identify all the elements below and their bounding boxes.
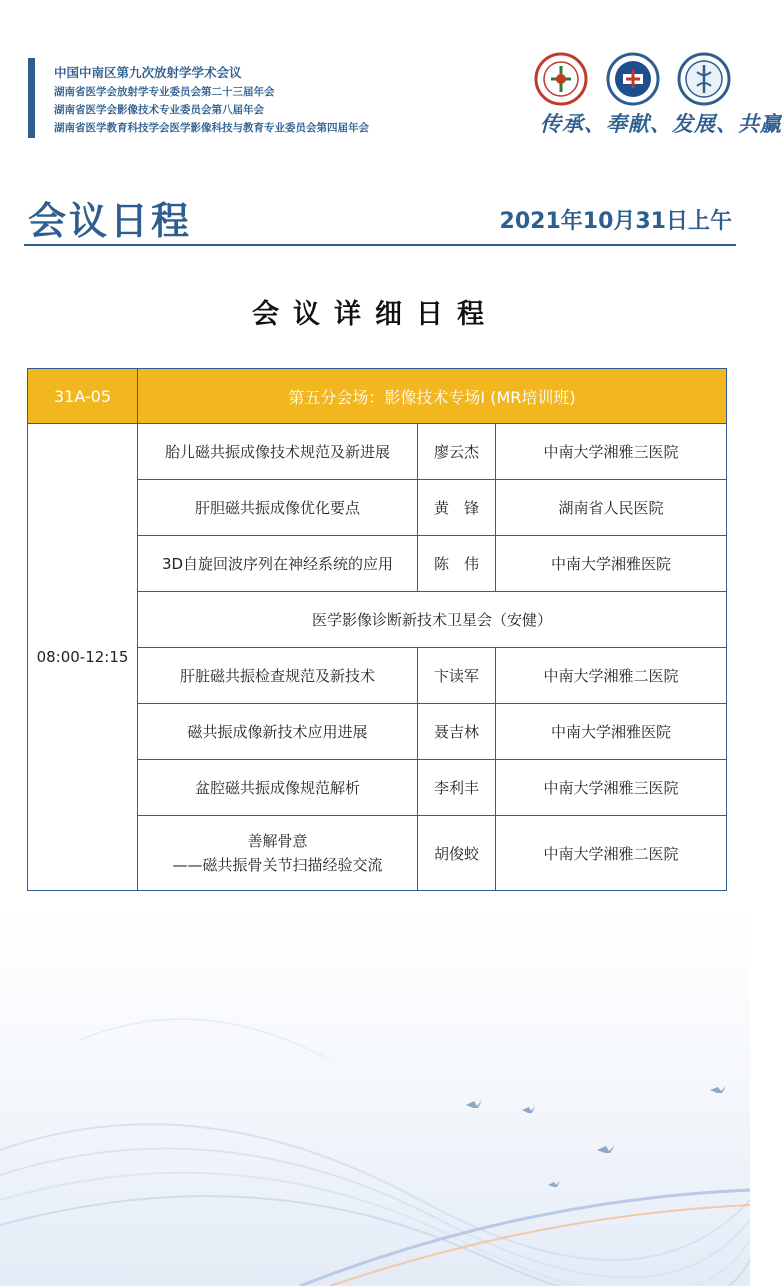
talk-topic: 肝胆磁共振成像优化要点 bbox=[138, 480, 418, 536]
session-code: 31A-05 bbox=[28, 369, 138, 424]
society-logo-red-icon bbox=[534, 52, 588, 106]
session-header-row bbox=[28, 369, 727, 424]
conference-title-main: 中国中南区第九次放射学学术会议 bbox=[54, 65, 242, 80]
talk-hospital: 中南大学湘雅医院 bbox=[496, 704, 727, 760]
conference-title-line: 湖南省医学会影像技术专业委员会第八届年会 bbox=[54, 104, 264, 116]
talk-hospital: 中南大学湘雅二医院 bbox=[496, 648, 727, 704]
talk-speaker: 李利丰 bbox=[418, 760, 496, 816]
schedule-date: 2021年10月31日上午 bbox=[499, 209, 732, 234]
talk-speaker: 聂吉林 bbox=[418, 704, 496, 760]
detail-schedule-title: 会议详细日程 bbox=[252, 299, 498, 330]
slogan: 传承、奉献、发展、共赢 bbox=[540, 111, 782, 136]
satellite-meeting: 医学影像诊断新技术卫星会（安健） bbox=[138, 592, 727, 648]
talk-topic: 磁共振成像新技术应用进展 bbox=[138, 704, 418, 760]
talk-topic: 3D自旋回波序列在神经系统的应用 bbox=[138, 536, 418, 592]
schedule-table bbox=[27, 368, 727, 891]
talk-hospital: 湖南省人民医院 bbox=[496, 480, 727, 536]
conference-title-line: 湖南省医学会放射学专业委员会第二十三届年会 bbox=[54, 86, 275, 98]
talk-topic: 盆腔磁共振成像规范解析 bbox=[138, 760, 418, 816]
talk-speaker: 胡俊蛟 bbox=[418, 816, 496, 891]
talk-speaker: 廖云杰 bbox=[418, 424, 496, 480]
session-title: 第五分会场：影像技术专场I (MR培训班) bbox=[138, 369, 727, 424]
table-row bbox=[28, 424, 727, 480]
talk-hospital: 中南大学湘雅二医院 bbox=[496, 816, 727, 891]
talk-topic-line1: 善解骨意 bbox=[247, 832, 308, 850]
talk-topic bbox=[138, 816, 418, 891]
talk-speaker: 黄 锋 bbox=[418, 480, 496, 536]
organizer-logos bbox=[534, 52, 734, 108]
decorative-background bbox=[0, 900, 750, 1286]
talk-hospital: 中南大学湘雅三医院 bbox=[496, 424, 727, 480]
society-logo-education-icon bbox=[677, 52, 731, 106]
title-divider bbox=[24, 244, 736, 246]
talk-topic-line2: ——磁共振骨关节扫描经验交流 bbox=[172, 856, 383, 874]
conference-titles bbox=[54, 63, 369, 137]
talk-topic: 胎儿磁共振成像技术规范及新进展 bbox=[138, 424, 418, 480]
talk-speaker: 陈 伟 bbox=[418, 536, 496, 592]
conference-title-line: 湖南省医学教育科技学会医学影像科技与教育专业委员会第四届年会 bbox=[54, 122, 369, 134]
session-time: 08:00-12:15 bbox=[28, 424, 138, 891]
talk-hospital: 中南大学湘雅医院 bbox=[496, 536, 727, 592]
page-title: 会议日程 bbox=[28, 199, 193, 243]
society-logo-blue-icon bbox=[606, 52, 660, 106]
header-accent-bar bbox=[28, 58, 35, 138]
talk-hospital: 中南大学湘雅三医院 bbox=[496, 760, 727, 816]
talk-topic: 肝脏磁共振检查规范及新技术 bbox=[138, 648, 418, 704]
talk-speaker: 卞读军 bbox=[418, 648, 496, 704]
